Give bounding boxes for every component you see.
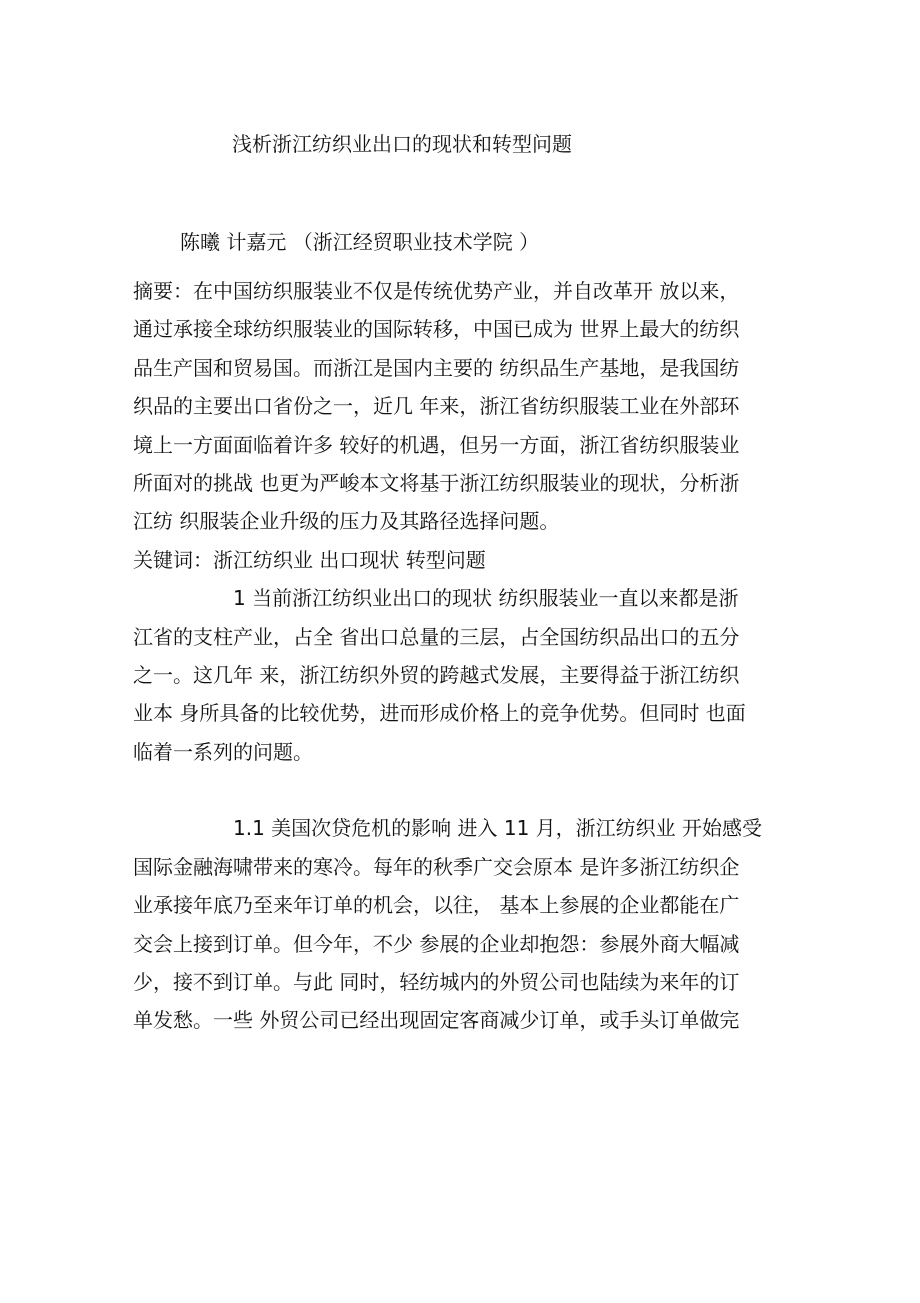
section-1-line: 临着一系列的问题。 (133, 739, 313, 764)
keywords-line: 关键词：浙江纺织业 出口现状 转型问题 (133, 547, 486, 572)
section-1-line: 江省的支柱产业，占全 省出口总量的三层，占全国纺织品出口的五分 (133, 624, 740, 649)
section-1-1-line: 单发愁。一些 外贸公司已经出现固定客商减少订单，或手头订单做完 (133, 1008, 740, 1033)
document-title: 浅析浙江纺织业出口的现状和转型问题 (232, 132, 572, 156)
section-1-1-heading-line: 1.1 美国次贷危机的影响 进入 11 月，浙江纺织业 开始感受 (233, 816, 763, 841)
abstract-line: 品生产国和贸易国。而浙江是国内主要的 纺织品生产基地，是我国纺 (133, 355, 740, 380)
paragraph-gap (133, 771, 793, 809)
section-1-1-line: 交会上接到订单。但今年，不少 参展的企业却抱怨：参展外商大幅减 (133, 931, 740, 956)
abstract-line: 江纺 织服装企业升级的压力及其路径选择问题。 (133, 509, 560, 534)
section-1-1-line: 国际金融海啸带来的寒冷。每年的秋季广交会原本 是许多浙江纺织企 (133, 854, 740, 879)
author-line: 陈曦 计嘉元 （浙江经贸职业技术学院 ） (180, 230, 540, 254)
abstract-line: 通过承接全球纺织服装业的国际转移，中国已成为 世界上最大的纺织 (133, 317, 740, 342)
section-1-1-line: 业承接年底乃至来年订单的机会，以往， 基本上参展的企业都能在广 (133, 893, 740, 918)
section-1-line: 之一。这几年 来，浙江纺织外贸的跨越式发展，主要得益于浙江纺织 (133, 662, 740, 687)
section-1-line: 业本 身所具备的比较优势，进而形成价格上的竞争优势。但同时 也面 (133, 701, 746, 726)
abstract-line: 境上一方面面临着许多 较好的机遇，但另一方面，浙江省纺织服装业 (133, 432, 740, 457)
section-1-1-line: 少，接不到订单。与此 同时，轻纺城内的外贸公司也陆续为来年的订 (133, 970, 740, 995)
abstract-line: 所面对的挑战 也更为严峻本文将基于浙江纺织服装业的现状，分析浙 (133, 470, 740, 495)
abstract-line: 摘要：在中国纺织服装业不仅是传统优势产业，并自改革开 放以来， (133, 279, 740, 303)
abstract-line: 织品的主要出口省份之一，近几 年来，浙江省纺织服装工业在外部环 (133, 394, 740, 419)
document-body (133, 272, 793, 1040)
section-1-heading-line: 1 当前浙江纺织业出口的现状 纺织服装业一直以来都是浙 (233, 586, 739, 611)
